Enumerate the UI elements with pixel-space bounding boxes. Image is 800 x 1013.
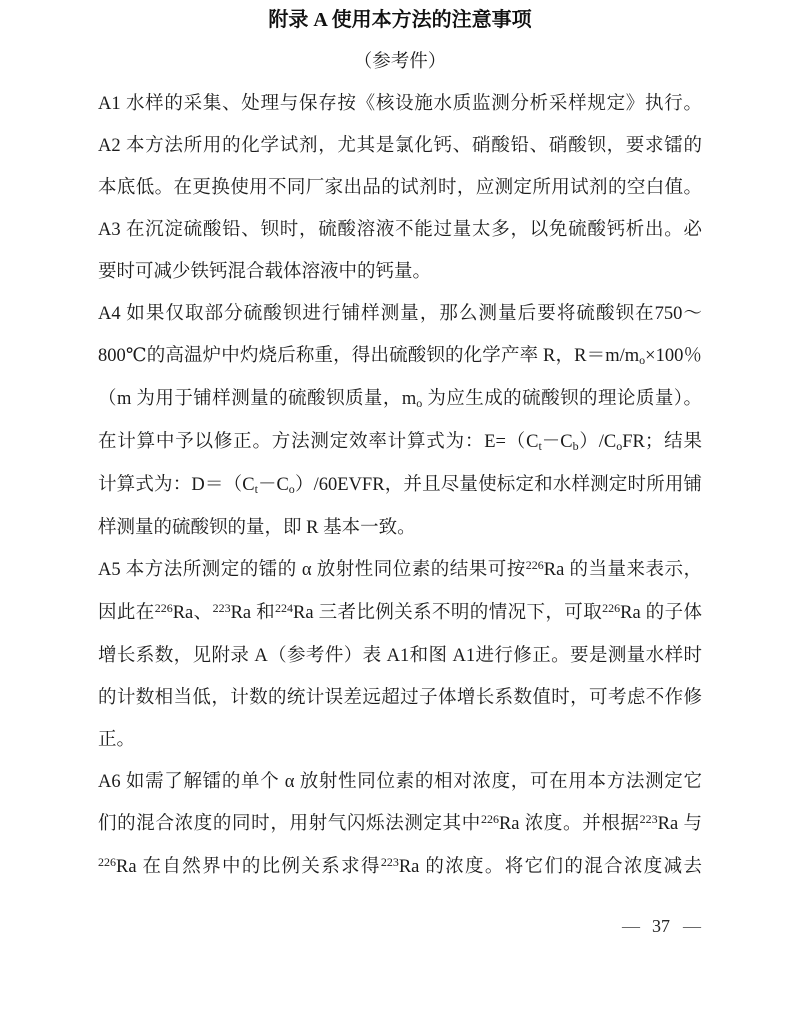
text-segment: －C (541, 432, 573, 452)
text-segment: A4 如果仅取部分硫酸钡进行铺样测量，那么测量后要将硫酸钡在750～ (98, 304, 702, 324)
subscript: o (639, 352, 646, 367)
text-line (98, 761, 702, 803)
text-segment: Ra 的浓度。将它们的混合浓度减去 (398, 857, 702, 877)
text-segment: Ra 的子体 (620, 603, 702, 623)
page-subtitle: （参考件） (353, 52, 447, 72)
page-number: 37 (652, 916, 670, 936)
paragraph-A6 (98, 761, 702, 889)
text-line (98, 293, 702, 335)
text-segment: 增长系数，见附录 A（参考件）表 A1和图 A1进行修正。要是测量水样时 (98, 646, 702, 666)
text-segment: Ra 三者比例关系不明的情况下，可取 (293, 603, 603, 623)
superscript: 223 (212, 601, 231, 616)
text-segment: 计算式为：D＝（C (98, 475, 255, 495)
text-segment: Ra 的当量来表示， (543, 560, 702, 580)
text-line (98, 719, 702, 761)
superscript: 223 (639, 812, 658, 827)
text-line (98, 592, 702, 635)
text-line (98, 167, 702, 209)
text-segment: Ra 和 (230, 603, 276, 623)
text-line (98, 209, 702, 251)
text-segment: A2 本方法所用的化学试剂，尤其是氯化钙、硝酸铅、硝酸钡，要求镭的 (98, 136, 702, 156)
superscript: 224 (275, 601, 294, 616)
text-segment: Ra 与 (657, 814, 702, 834)
text-segment: （m 为用于铺样测量的硫酸钡质量，m (98, 389, 417, 409)
paragraph-A5 (98, 549, 702, 761)
text-line (98, 378, 702, 421)
text-line (98, 421, 702, 464)
text-segment: 在计算中予以修正。方法测定效率计算式为：E=（C (98, 432, 539, 452)
document-body (0, 83, 800, 889)
text-line (98, 83, 702, 125)
text-line (98, 635, 702, 677)
superscript: 226 (98, 855, 116, 870)
text-segment: A3 在沉淀硫酸铅、钡时，硫酸溶液不能过量太多，以免硫酸钙析出。必 (98, 220, 702, 240)
text-segment: 为应生成的硫酸钡的理论质量）。 (422, 389, 702, 409)
text-line (98, 335, 702, 378)
subscript: o (616, 438, 623, 453)
paragraph-A1 (98, 83, 702, 125)
subscript: b (572, 438, 579, 453)
paragraph-A3 (98, 209, 702, 293)
text-segment: 因此在 (98, 603, 155, 623)
page-title: 附录 A 使用本方法的注意事项 (268, 9, 532, 31)
paragraph-A2 (98, 125, 702, 209)
text-segment: 本底低。在更换使用不同厂家出品的试剂时，应测定所用试剂的空白值。 (98, 178, 702, 198)
text-segment: A6 如需了解镭的单个 α 放射性同位素的相对浓度，可在用本方法测定它 (98, 772, 702, 792)
text-line (98, 251, 702, 293)
text-segment: 正。 (98, 730, 136, 750)
footer-dash-right: — (683, 916, 700, 936)
subscript: o (416, 395, 423, 410)
subscript: t (538, 438, 542, 453)
superscript: 226 (602, 601, 621, 616)
text-line (98, 803, 702, 846)
footer-dash-left: — (622, 916, 639, 936)
text-segment: 800℃的高温炉中灼烧后称重，得出硫酸钡的化学产率 R，R＝m/m (98, 346, 640, 366)
text-segment: Ra、 (172, 603, 213, 623)
subscript: o (288, 481, 295, 496)
text-segment: 们的混合浓度的同时，用射气闪烁法测定其中 (98, 814, 481, 834)
text-segment: 要时可减少铁钙混合载体溶液中的钙量。 (98, 262, 432, 282)
text-segment: 样测量的硫酸钡的量，即 R 基本一致。 (98, 518, 416, 538)
text-segment: A1 水样的采集、处理与保存按《核设施水质监测分析采样规定》执行。 (98, 94, 702, 114)
text-line (98, 125, 702, 167)
text-line (98, 846, 702, 889)
text-segment: ）/60EVFR，并且尽量使标定和水样测定时所用铺 (294, 475, 702, 495)
text-line (98, 464, 702, 507)
text-segment: Ra 在自然界中的比例关系求得 (116, 857, 381, 877)
superscript: 223 (380, 855, 399, 870)
text-segment: ×100％ (645, 346, 702, 366)
page-footer (622, 916, 700, 937)
subscript: t (254, 481, 258, 496)
text-segment: ）/C (578, 432, 617, 452)
text-segment: A5 本方法所测定的镭的 α 放射性同位素的结果可按 (98, 560, 526, 580)
text-segment: FR；结果 (622, 432, 702, 452)
superscript: 226 (525, 558, 544, 573)
text-line (98, 677, 702, 719)
text-line (98, 507, 702, 549)
text-line (98, 549, 702, 592)
text-segment: Ra 浓度。并根据 (498, 814, 640, 834)
text-segment: 的计数相当低，计数的统计误差远超过子体增长系数值时，可考虑不作修 (98, 688, 702, 708)
paragraph-A4 (98, 293, 702, 549)
superscript: 226 (480, 812, 499, 827)
superscript: 226 (154, 601, 173, 616)
text-segment: －C (257, 475, 289, 495)
